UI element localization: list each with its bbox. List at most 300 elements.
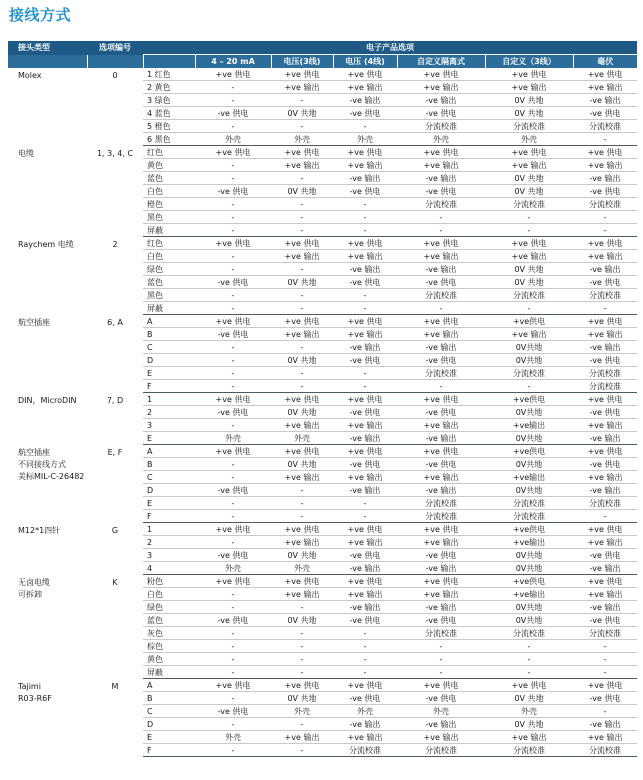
cell-4-20ma: - [195,159,271,172]
cell-voltage-4wire: +ve 供电 [333,237,397,250]
wire-pin: 3 [143,549,195,562]
cell-4-20ma: - [195,250,271,263]
cell-4-20ma: +ve 供电 [195,315,271,328]
cell-custom-isolated: +ve 供电 [397,315,485,328]
wire-pin: 绿色 [143,263,195,276]
cell-custom-3wire: +ve供电 [485,445,573,458]
cell-voltage-4wire: -ve 供电 [333,406,397,419]
option-code-cell: 2 [112,239,118,249]
connector-type-cell: 航空插座 不同接线方式 美标MIL-C-26482 [18,447,85,481]
cell-4-20ma: 外壳 [195,562,271,575]
cell-4-20ma: - [195,536,271,549]
cell-custom-3wire: 0V共地 [485,601,573,614]
cell-custom-3wire: 0V 共地 [485,107,573,120]
wire-pin: 3 [143,419,195,432]
wire-pin: C [143,471,195,484]
cell-voltage-4wire: -ve 输出 [333,432,397,445]
cell-custom-3wire: 0V共地 [485,458,573,471]
cell-custom-3wire: 分流校准 [485,497,573,510]
cell-4-20ma: - [195,627,271,640]
table-row [8,393,637,406]
cell-custom-3wire: - [485,211,573,224]
cell-4-20ma: - [195,510,271,523]
cell-millivolt: +ve 输出 [573,328,637,341]
cell-voltage-3wire: 外壳 [271,562,333,575]
connector-type-cell: Molex [18,71,42,80]
cell-4-20ma: -ve 供电 [195,185,271,198]
cell-custom-isolated: -ve 供电 [397,107,485,120]
cell-custom-3wire: 分流校准 [485,289,573,302]
wire-pin: 白色 [143,185,195,198]
cell-4-20ma: -ve 供电 [195,614,271,627]
header-electronic-options: 电子产品选项 [143,41,637,55]
cell-custom-isolated: +ve 输出 [397,471,485,484]
cell-custom-isolated: 分流校准 [397,744,485,757]
cell-custom-isolated: -ve 输出 [397,601,485,614]
cell-custom-3wire: +ve 供电 [485,146,573,159]
cell-custom-3wire: 0V 共地 [485,172,573,185]
cell-voltage-3wire: - [271,640,333,653]
cell-millivolt: - [573,211,637,224]
wire-pin: 棕色 [143,640,195,653]
cell-voltage-3wire: 外壳 [271,133,333,146]
cell-millivolt: 分流校准 [573,289,637,302]
cell-4-20ma: -ve 供电 [195,276,271,289]
table-row [8,237,637,250]
cell-custom-isolated: -ve 供电 [397,276,485,289]
cell-millivolt: +ve 输出 [573,536,637,549]
wire-pin: 2 黄色 [143,81,195,94]
cell-custom-3wire: 0V 共地 [485,276,573,289]
cell-voltage-3wire: +ve 供电 [271,315,333,328]
cell-voltage-3wire: - [271,601,333,614]
cell-4-20ma: - [195,367,271,380]
cell-voltage-3wire: 0V 共地 [271,458,333,471]
cell-voltage-4wire: - [333,640,397,653]
cell-4-20ma: +ve 供电 [195,523,271,536]
cell-millivolt: +ve 供电 [573,237,637,250]
wire-pin: 屏蔽 [143,224,195,237]
cell-4-20ma: - [195,172,271,185]
cell-voltage-3wire: +ve 输出 [271,159,333,172]
cell-custom-isolated: - [397,640,485,653]
cell-custom-isolated: -ve 输出 [397,172,485,185]
cell-4-20ma: - [195,81,271,94]
cell-voltage-3wire: +ve 输出 [271,419,333,432]
cell-custom-isolated: -ve 供电 [397,458,485,471]
cell-custom-3wire: 分流校准 [485,198,573,211]
cell-custom-3wire: - [485,640,573,653]
cell-millivolt: 分流校准 [573,627,637,640]
wire-pin: 黄色 [143,159,195,172]
cell-custom-3wire: +ve 供电 [485,679,573,692]
cell-custom-3wire: 0V 共地 [485,692,573,705]
cell-custom-isolated: - [397,211,485,224]
cell-4-20ma: - [195,302,271,315]
cell-voltage-3wire: 0V 共地 [271,549,333,562]
cell-4-20ma: - [195,458,271,471]
cell-custom-3wire: - [485,224,573,237]
cell-custom-isolated: -ve 输出 [397,718,485,731]
cell-custom-isolated: - [397,380,485,393]
cell-millivolt: -ve 输出 [573,562,637,575]
cell-custom-3wire: - [485,302,573,315]
cell-voltage-4wire: - [333,653,397,666]
wire-pin: B [143,328,195,341]
cell-voltage-3wire: - [271,484,333,497]
wire-pin: 2 [143,406,195,419]
wire-pin: A [143,445,195,458]
cell-4-20ma: -ve 供电 [195,549,271,562]
header-col-voltage-3wire: 电压(3线) [271,55,333,69]
cell-voltage-3wire: - [271,211,333,224]
cell-custom-isolated: -ve 供电 [397,614,485,627]
cell-4-20ma: - [195,588,271,601]
cell-voltage-3wire: 0V 共地 [271,692,333,705]
cell-voltage-3wire: - [271,94,333,107]
header-col-4-20ma: 4 – 20 mA [195,55,271,69]
option-code-cell: K [112,577,118,587]
wire-pin: 蓝色 [143,276,195,289]
cell-voltage-4wire: +ve 输出 [333,731,397,744]
header-col-voltage-4wire: 电压 (4线) [333,55,397,69]
cell-voltage-4wire: 分流校准 [333,744,397,757]
cell-voltage-4wire: -ve 输出 [333,601,397,614]
cell-custom-3wire: 0V共地 [485,614,573,627]
wire-pin: 2 [143,536,195,549]
cell-custom-isolated: - [397,666,485,679]
cell-millivolt: +ve 供电 [573,575,637,588]
cell-4-20ma: - [195,744,271,757]
cell-4-20ma: - [195,692,271,705]
cell-custom-3wire: +ve供电 [485,393,573,406]
cell-custom-3wire: 外壳 [485,705,573,718]
cell-4-20ma: - [195,419,271,432]
cell-voltage-4wire: +ve 供电 [333,575,397,588]
cell-millivolt: - [573,653,637,666]
cell-custom-isolated: +ve 输出 [397,419,485,432]
cell-4-20ma: - [195,601,271,614]
cell-voltage-3wire: 0V 共地 [271,614,333,627]
table-row [8,315,637,328]
cell-voltage-4wire: +ve 供电 [333,393,397,406]
connector-type-cell: 航空插座 [18,317,50,327]
wire-pin: 屏蔽 [143,666,195,679]
cell-custom-isolated: +ve 输出 [397,250,485,263]
cell-4-20ma: 外壳 [195,133,271,146]
cell-custom-isolated: -ve 供电 [397,354,485,367]
cell-custom-isolated: 分流校准 [397,510,485,523]
cell-voltage-3wire: - [271,289,333,302]
cell-4-20ma: -ve 供电 [195,107,271,120]
cell-voltage-4wire: - [333,497,397,510]
cell-custom-3wire: +ve 输出 [485,731,573,744]
cell-custom-isolated: -ve 输出 [397,94,485,107]
wire-pin: 黑色 [143,211,195,224]
cell-voltage-4wire: +ve 输出 [333,419,397,432]
table-row [8,445,637,458]
cell-4-20ma: - [195,380,271,393]
cell-4-20ma: - [195,718,271,731]
cell-millivolt: +ve 供电 [573,315,637,328]
cell-voltage-4wire: -ve 供电 [333,185,397,198]
cell-voltage-3wire: - [271,120,333,133]
wire-pin: 6 黑色 [143,133,195,146]
wire-pin: 红色 [143,237,195,250]
cell-voltage-4wire: -ve 输出 [333,94,397,107]
cell-voltage-3wire: +ve 输出 [271,588,333,601]
cell-4-20ma: +ve 供电 [195,575,271,588]
wire-pin: C [143,705,195,718]
cell-voltage-4wire: +ve 输出 [333,471,397,484]
option-code-cell: 0 [112,71,118,80]
wire-pin: E [143,432,195,445]
wire-pin: C [143,341,195,354]
cell-voltage-3wire: +ve 输出 [271,731,333,744]
cell-voltage-3wire: +ve 供电 [271,679,333,692]
cell-custom-isolated: +ve 输出 [397,731,485,744]
cell-voltage-3wire: - [271,172,333,185]
cell-millivolt: -ve 输出 [573,484,637,497]
cell-4-20ma: - [195,653,271,666]
cell-custom-isolated: -ve 供电 [397,549,485,562]
wire-pin: A [143,679,195,692]
cell-millivolt: +ve 供电 [573,68,637,81]
table-row [8,146,637,159]
cell-custom-3wire: 0V共地 [485,484,573,497]
cell-voltage-3wire: - [271,666,333,679]
table-body [8,68,637,757]
cell-voltage-4wire: +ve 输出 [333,588,397,601]
cell-custom-3wire: +ve 输出 [485,250,573,263]
cell-millivolt: +ve 供电 [573,146,637,159]
cell-millivolt: -ve 输出 [573,94,637,107]
cell-millivolt: +ve 输出 [573,731,637,744]
cell-millivolt: +ve 输出 [573,588,637,601]
cell-custom-3wire: 0V 共地 [485,718,573,731]
option-code-cell: 7, D [106,395,124,405]
cell-4-20ma: +ve 供电 [195,679,271,692]
cell-voltage-3wire: - [271,380,333,393]
cell-custom-3wire: +ve供电 [485,523,573,536]
cell-voltage-3wire: 0V 共地 [271,185,333,198]
cell-4-20ma: - [195,211,271,224]
cell-voltage-4wire: +ve 输出 [333,328,397,341]
cell-custom-isolated: - [397,224,485,237]
cell-millivolt: +ve 输出 [573,81,637,94]
wire-pin: 1 红色 [143,68,195,81]
cell-voltage-4wire: +ve 供电 [333,523,397,536]
cell-4-20ma: 外壳 [195,731,271,744]
cell-voltage-4wire: -ve 供电 [333,107,397,120]
table-row [8,679,637,692]
cell-millivolt: +ve 供电 [573,393,637,406]
wire-pin: 4 [143,562,195,575]
cell-millivolt: -ve 供电 [573,406,637,419]
cell-custom-isolated: -ve 输出 [397,484,485,497]
cell-millivolt: - [573,705,637,718]
cell-custom-3wire: 分流校准 [485,367,573,380]
cell-4-20ma: +ve 供电 [195,445,271,458]
cell-voltage-4wire: - [333,510,397,523]
cell-voltage-4wire: -ve 输出 [333,341,397,354]
cell-voltage-3wire: - [271,497,333,510]
cell-voltage-3wire: 外壳 [271,432,333,445]
cell-millivolt: -ve 输出 [573,718,637,731]
wire-pin: D [143,718,195,731]
cell-custom-3wire: 0V共地 [485,432,573,445]
cell-millivolt: -ve 供电 [573,549,637,562]
wire-pin: 蓝色 [143,614,195,627]
cell-4-20ma: +ve 供电 [195,393,271,406]
cell-custom-isolated: 分流校准 [397,289,485,302]
cell-millivolt: - [573,224,637,237]
cell-voltage-4wire: -ve 供电 [333,354,397,367]
wire-pin: 5 橙色 [143,120,195,133]
header-option-code: 选项编号 [87,41,143,55]
cell-custom-3wire: +ve 输出 [485,328,573,341]
cell-millivolt: +ve 输出 [573,419,637,432]
cell-millivolt: -ve 供电 [573,614,637,627]
cell-custom-3wire: 0V 共地 [485,94,573,107]
cell-voltage-3wire: +ve 输出 [271,81,333,94]
cell-custom-isolated: +ve 供电 [397,445,485,458]
header-col-custom-isolated: 自定义隔离式 [397,55,485,69]
cell-custom-3wire: 分流校准 [485,510,573,523]
cell-custom-isolated: +ve 供电 [397,68,485,81]
cell-4-20ma: - [195,120,271,133]
header-col-millivolt: 毫伏 [573,55,637,69]
cell-voltage-4wire: - [333,224,397,237]
cell-voltage-4wire: 外壳 [333,133,397,146]
cell-custom-3wire: +ve供电 [485,575,573,588]
cell-voltage-4wire: +ve 输出 [333,536,397,549]
option-code-cell: 6, A [107,317,123,327]
cell-custom-3wire: +ve输出 [485,588,573,601]
wire-pin: 红色 [143,146,195,159]
cell-custom-isolated: - [397,302,485,315]
table-row [8,523,637,536]
cell-4-20ma: - [195,263,271,276]
cell-voltage-4wire: - [333,120,397,133]
option-code-cell: M [111,681,119,691]
cell-millivolt: 分流校准 [573,497,637,510]
cell-4-20ma: - [195,94,271,107]
cell-voltage-3wire: - [271,510,333,523]
header-col-custom-3wire: 自定义（3线） [485,55,573,69]
wire-pin: 蓝色 [143,172,195,185]
cell-voltage-4wire: - [333,666,397,679]
cell-voltage-4wire: -ve 输出 [333,172,397,185]
cell-voltage-4wire: -ve 供电 [333,549,397,562]
cell-voltage-4wire: -ve 输出 [333,484,397,497]
cell-custom-3wire: 0V 共地 [485,185,573,198]
cell-voltage-3wire: - [271,224,333,237]
cell-custom-3wire: 0V共地 [485,549,573,562]
cell-4-20ma: - [195,354,271,367]
cell-4-20ma: -ve 供电 [195,484,271,497]
cell-custom-isolated: 分流校准 [397,367,485,380]
cell-custom-3wire: 0V共地 [485,341,573,354]
wire-pin: F [143,744,195,757]
cell-voltage-4wire: -ve 输出 [333,562,397,575]
cell-custom-3wire: +ve输出 [485,471,573,484]
cell-millivolt: -ve 供电 [573,185,637,198]
cell-voltage-4wire: - [333,627,397,640]
cell-voltage-3wire: +ve 输出 [271,250,333,263]
cell-millivolt: -ve 输出 [573,263,637,276]
cell-voltage-4wire: -ve 供电 [333,692,397,705]
cell-custom-3wire: 0V共地 [485,354,573,367]
cell-millivolt: -ve 供电 [573,276,637,289]
cell-4-20ma: +ve 供电 [195,237,271,250]
cell-voltage-3wire: +ve 输出 [271,536,333,549]
cell-millivolt: +ve 供电 [573,523,637,536]
cell-custom-3wire: 分流校准 [485,627,573,640]
wire-pin: 黑色 [143,289,195,302]
cell-custom-isolated: 分流校准 [397,497,485,510]
cell-4-20ma: - [195,198,271,211]
cell-4-20ma: -ve 供电 [195,328,271,341]
cell-voltage-3wire: - [271,627,333,640]
wire-pin: 1 [143,393,195,406]
cell-millivolt: - [573,133,637,146]
cell-voltage-3wire: 0V 共地 [271,354,333,367]
header-connector-type: 接头类型 [8,41,87,55]
cell-custom-isolated: -ve 输出 [397,341,485,354]
option-code-cell: E, F [107,447,123,457]
connector-type-cell: Tajimi R03-R6F [18,681,52,703]
cell-custom-3wire: +ve输出 [485,419,573,432]
cell-voltage-4wire: - [333,302,397,315]
cell-custom-3wire: +ve 输出 [485,159,573,172]
cell-voltage-3wire: 0V 共地 [271,276,333,289]
cell-voltage-4wire: +ve 输出 [333,159,397,172]
cell-voltage-4wire: - [333,211,397,224]
cell-4-20ma: +ve 供电 [195,68,271,81]
wire-pin: D [143,354,195,367]
wire-pin: 绿色 [143,601,195,614]
cell-voltage-4wire: +ve 供电 [333,315,397,328]
cell-custom-isolated: 分流校准 [397,198,485,211]
cell-voltage-4wire: - [333,380,397,393]
cell-voltage-3wire: - [271,744,333,757]
cell-voltage-3wire: +ve 供电 [271,146,333,159]
cell-millivolt: 分流校准 [573,120,637,133]
cell-millivolt: -ve 输出 [573,341,637,354]
cell-millivolt: -ve 供电 [573,354,637,367]
cell-voltage-3wire: +ve 供电 [271,237,333,250]
cell-millivolt: 分流校准 [573,380,637,393]
cell-custom-isolated: +ve 输出 [397,328,485,341]
header-blank [143,55,195,69]
cell-custom-3wire: +ve 供电 [485,237,573,250]
wire-pin: 4 蓝色 [143,107,195,120]
wire-pin: 粉色 [143,575,195,588]
wire-pin: 屏蔽 [143,302,195,315]
cell-custom-isolated: - [397,653,485,666]
cell-4-20ma: - [195,666,271,679]
cell-voltage-3wire: - [271,367,333,380]
wire-pin: 白色 [143,588,195,601]
cell-millivolt: 分流校准 [573,744,637,757]
wire-pin: B [143,692,195,705]
cell-millivolt: - [573,640,637,653]
cell-millivolt: - [573,666,637,679]
cell-voltage-3wire: 0V 共地 [271,406,333,419]
cell-voltage-3wire: +ve 供电 [271,575,333,588]
cell-custom-3wire: +ve 供电 [485,68,573,81]
